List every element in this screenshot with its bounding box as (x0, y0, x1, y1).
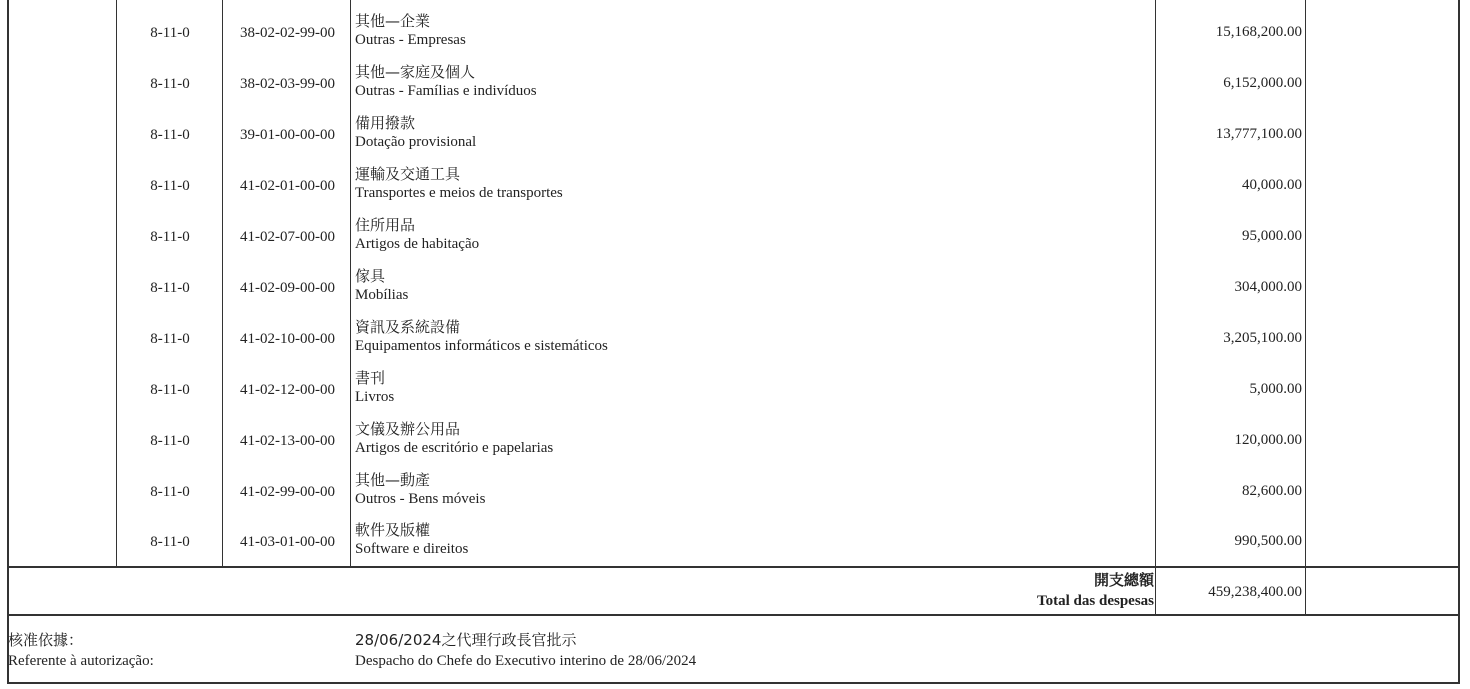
item-label-zh: 資訊及系統設備 (355, 318, 461, 336)
program-code: 8-11-0 (150, 382, 190, 398)
total-label-pt: Total das despesas (1037, 593, 1154, 609)
economic-code: 41-02-12-00-00 (240, 382, 335, 398)
economic-code: 41-02-99-00-00 (240, 484, 335, 500)
table-row (0, 467, 1470, 518)
rule-line (7, 614, 1459, 616)
economic-code: 41-02-13-00-00 (240, 433, 335, 449)
item-label-pt: Livros (355, 389, 395, 405)
rule-line (7, 682, 1459, 684)
program-code: 8-11-0 (150, 25, 190, 41)
item-label-zh: 軟件及版權 (355, 521, 431, 539)
item-label-pt: Outras - Famílias e indivíduos (355, 83, 537, 99)
table-row (0, 110, 1470, 161)
table-row (0, 59, 1470, 110)
program-code: 8-11-0 (150, 178, 190, 194)
reference-value-pt: Despacho do Chefe do Executivo interino de 28/06/2024 (355, 653, 697, 669)
total-amount: 459,238,400.00 (1208, 584, 1302, 600)
economic-code: 41-02-10-00-00 (240, 331, 335, 347)
economic-code: 41-02-09-00-00 (240, 280, 335, 296)
item-label-pt: Dotação provisional (355, 134, 477, 150)
economic-code: 41-02-01-00-00 (240, 178, 335, 194)
amount: 990,500.00 (1234, 533, 1302, 549)
table-row (0, 8, 1470, 59)
item-label-pt: Equipamentos informáticos e sistemáticos (355, 338, 608, 354)
item-label-zh: 其他—家庭及個人 (355, 63, 476, 81)
program-code: 8-11-0 (150, 229, 190, 245)
amount: 304,000.00 (1234, 279, 1302, 295)
amount: 3,205,100.00 (1223, 330, 1302, 346)
item-label-pt: Outras - Empresas (355, 32, 466, 48)
item-label-zh: 其他—企業 (355, 12, 431, 30)
item-label-zh: 書刊 (355, 369, 386, 387)
program-code: 8-11-0 (150, 331, 190, 347)
item-label-zh: 住所用品 (355, 216, 416, 234)
item-label-pt: Software e direitos (355, 541, 469, 557)
reference-label-zh: 核准依據： (8, 631, 84, 649)
table-row (0, 517, 1470, 568)
table-row (0, 314, 1470, 365)
economic-code: 38-02-03-99-00 (240, 76, 335, 92)
item-label-pt: Artigos de habitação (355, 236, 480, 252)
total-label-zh: 開支總額 (1093, 571, 1154, 589)
amount: 15,168,200.00 (1215, 24, 1302, 40)
item-label-zh: 傢具 (355, 267, 386, 285)
program-code: 8-11-0 (150, 534, 190, 550)
amount: 5,000.00 (1249, 381, 1302, 397)
table-row (0, 212, 1470, 263)
amount: 82,600.00 (1242, 483, 1302, 499)
economic-code: 38-02-02-99-00 (240, 25, 335, 41)
amount: 6,152,000.00 (1223, 75, 1302, 91)
amount: 13,777,100.00 (1215, 126, 1302, 142)
item-label-pt: Transportes e meios de transportes (355, 185, 563, 201)
item-label-zh: 備用撥款 (355, 114, 416, 132)
item-label-pt: Outros - Bens móveis (355, 491, 486, 507)
reference-value-zh: 28/06/2024之代理行政長官批示 (355, 631, 577, 649)
amount: 95,000.00 (1242, 228, 1302, 244)
economic-code: 41-02-07-00-00 (240, 229, 335, 245)
item-label-zh: 運輸及交通工具 (355, 165, 461, 183)
table-row (0, 263, 1470, 314)
item-label-zh: 其他—動產 (355, 471, 431, 489)
program-code: 8-11-0 (150, 127, 190, 143)
item-label-pt: Mobílias (355, 287, 409, 303)
economic-code: 41-03-01-00-00 (240, 534, 335, 550)
item-label-zh: 文儀及辦公用品 (355, 420, 461, 438)
program-code: 8-11-0 (150, 484, 190, 500)
item-label-pt: Artigos de escritório e papelarias (355, 440, 554, 456)
table-row (0, 416, 1470, 467)
program-code: 8-11-0 (150, 76, 190, 92)
amount: 40,000.00 (1242, 177, 1302, 193)
economic-code: 39-01-00-00-00 (240, 127, 335, 143)
table-row (0, 161, 1470, 212)
program-code: 8-11-0 (150, 433, 190, 449)
reference-label-pt: Referente à autorização: (8, 653, 154, 669)
amount: 120,000.00 (1234, 432, 1302, 448)
table-row (0, 365, 1470, 416)
program-code: 8-11-0 (150, 280, 190, 296)
